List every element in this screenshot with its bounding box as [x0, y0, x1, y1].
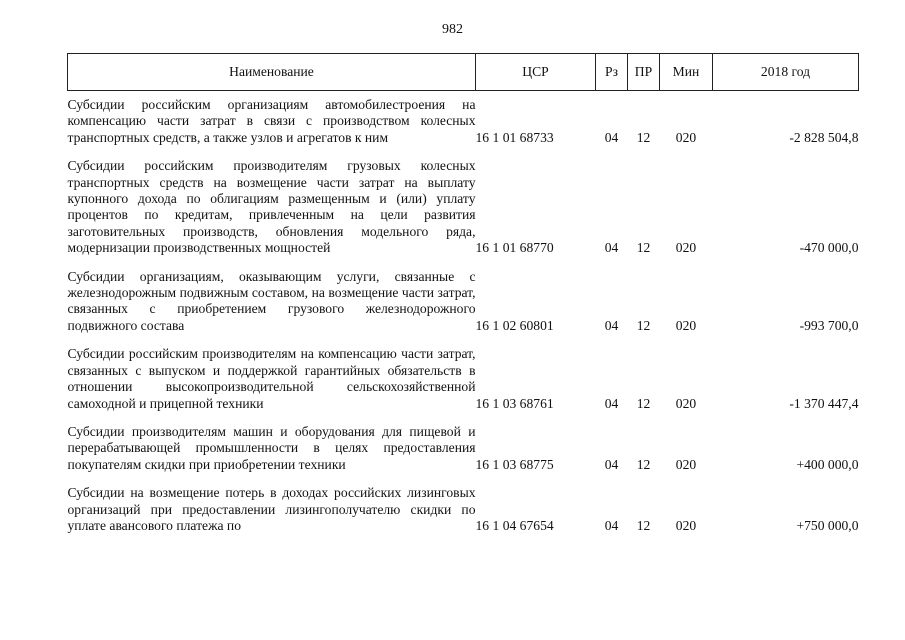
- row-name: Субсидии производителям машин и оборудования для пищевой и перерабатывающей промышленности в целях предоставления покупателям скидки при приобретении техники: [67, 423, 476, 472]
- row-rz: 04: [604, 517, 619, 533]
- header-name: Наименование: [68, 54, 476, 91]
- table-row: [68, 261, 859, 339]
- row-name: Субсидии российским организациям автомобилестроения на компенсацию части затрат в связи с производством колесных транспортных средств, а также узлов и агрегатов к ним: [67, 97, 476, 145]
- row-rz: 04: [604, 129, 619, 145]
- header-code: ЦСР: [476, 54, 596, 91]
- row-rz: 04: [604, 456, 619, 472]
- row-pr: 12: [636, 129, 651, 145]
- table-row: [68, 416, 859, 477]
- row-rz: 04: [604, 395, 619, 411]
- table-row: [68, 91, 859, 151]
- header-pr: ПР: [628, 54, 660, 91]
- row-amount: -2 828 504,8: [789, 129, 859, 145]
- row-rz: 04: [604, 317, 619, 333]
- row-rz: 04: [604, 240, 619, 256]
- row-code: 16 1 01 68733: [475, 129, 554, 145]
- table-header-row: [68, 54, 859, 91]
- row-code: 16 1 03 68775: [475, 456, 554, 472]
- table-row: [68, 477, 859, 538]
- header-year: 2018 год: [713, 54, 859, 91]
- row-min: 020: [675, 517, 697, 533]
- row-min: 020: [675, 317, 697, 333]
- page-number: 982: [442, 22, 463, 37]
- row-pr: 12: [636, 240, 651, 256]
- row-pr: 12: [636, 456, 651, 472]
- row-code: 16 1 03 68761: [475, 395, 554, 411]
- table-row: [68, 338, 859, 416]
- row-code: 16 1 01 68770: [475, 240, 554, 256]
- header-rz: Рз: [596, 54, 628, 91]
- header-min: Мин: [660, 54, 713, 91]
- row-pr: 12: [636, 517, 651, 533]
- row-amount: -1 370 447,4: [789, 395, 859, 411]
- row-code: 16 1 04 67654: [475, 517, 554, 533]
- row-min: 020: [675, 129, 697, 145]
- row-amount: -993 700,0: [799, 317, 859, 333]
- row-pr: 12: [636, 317, 651, 333]
- row-code: 16 1 02 60801: [475, 317, 554, 333]
- row-amount: +400 000,0: [796, 456, 859, 472]
- row-name: Субсидии российским производителям грузовых колесных транспортных средств на возмещение части затрат на выплату купонного дохода по облигациям размещенным и (или) уплату процентов по кредитам, привлеченным на цели развития заготовительных производств, обновления модельного ряда, модернизации производственных мощностей: [67, 158, 476, 256]
- row-name: Субсидии на возмещение потерь в доходах российских лизинговых организаций при предоставлении лизингополучателю скидки по уплате авансового платежа по: [67, 485, 476, 533]
- row-name: Субсидии организациям, оказывающим услуги, связанные с железнодорожным подвижным составом, на возмещение части затрат, связанных с приобретением грузового железнодорожного подвижного состава: [67, 268, 476, 333]
- row-min: 020: [675, 240, 697, 256]
- row-amount: +750 000,0: [796, 517, 859, 533]
- row-amount: -470 000,0: [799, 240, 859, 256]
- row-min: 020: [675, 395, 697, 411]
- row-name: Субсидии российским производителям на компенсацию части затрат, связанных с выпуском и поддержкой гарантийных обязательств в отношении высокопроизводительной сельскохозяйственной самоходной и прицепной техники: [67, 346, 476, 411]
- row-pr: 12: [636, 395, 651, 411]
- row-min: 020: [675, 456, 697, 472]
- table-row: [68, 150, 859, 260]
- budget-table: [67, 53, 859, 538]
